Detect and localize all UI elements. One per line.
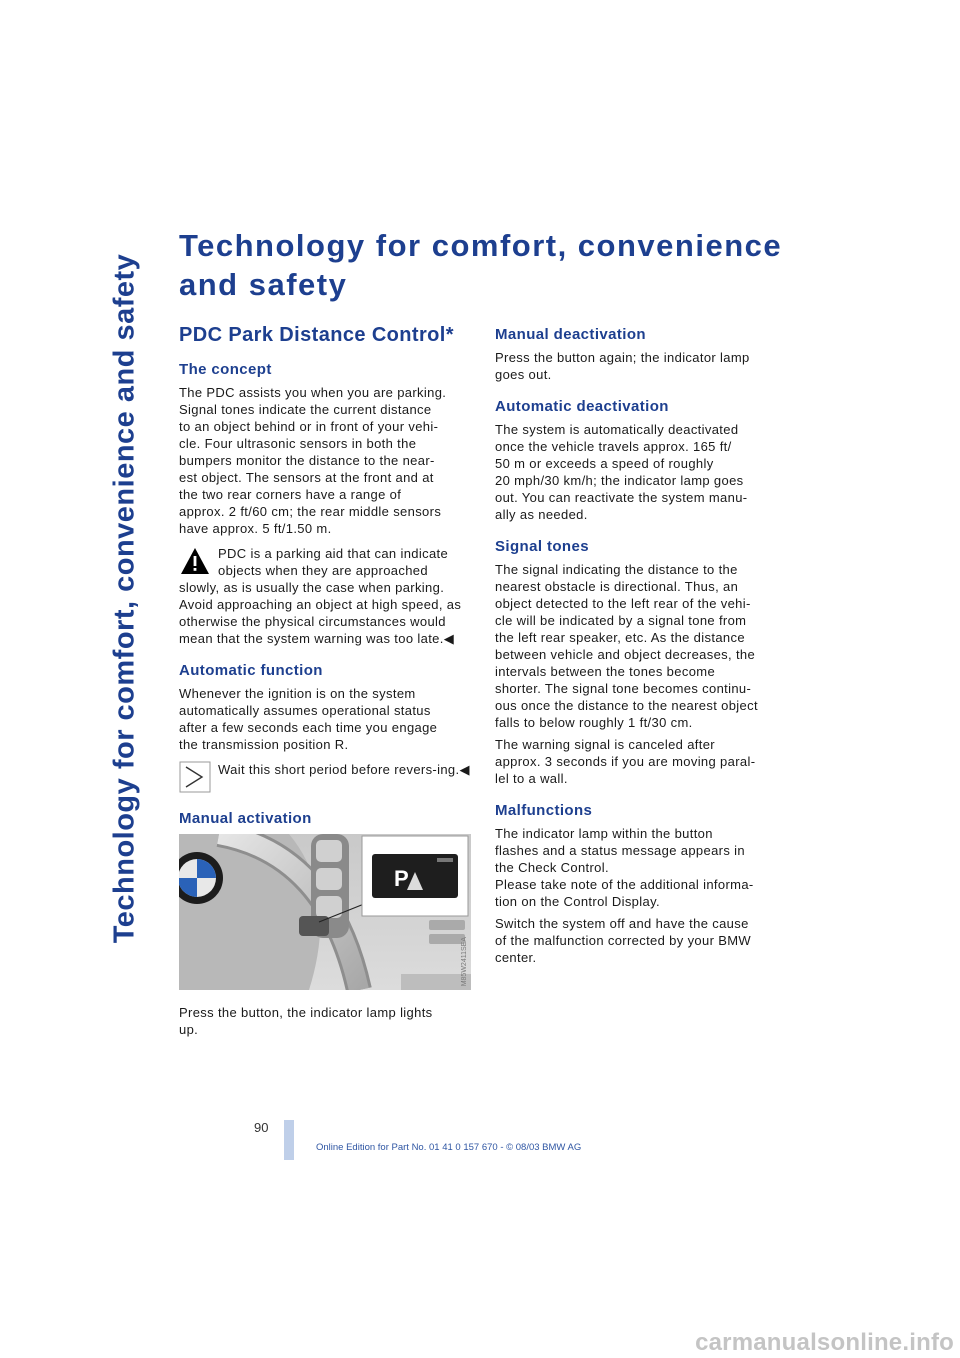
malfunctions-text-1: The indicator lamp within the button flashes and a status message appears in the Check Control. Please take note of the additional informa- tion on the Control Display.	[495, 826, 754, 909]
page-title-line2: and safety	[179, 267, 348, 302]
manual-deactivation-text: Press the button again; the indicator lamp goes out.	[495, 350, 750, 382]
info-note	[179, 761, 471, 795]
warning-triangle-icon	[179, 545, 211, 577]
manual-activation-text: Press the button, the indicator lamp lights up.	[179, 1005, 433, 1037]
signal-tones-text-1: The signal indicating the distance to the nearest obstacle is directional. Thus, an object detected to the left rear of the vehi- cle will be indicated by a signal tone from the left rear speaker, etc. As the distance between vehicle and object decreases, the intervals between the tones become shorter. The signal tone becomes continu- ous once the distance to the nearest object falls to below roughly 1 ft/30 cm.	[495, 562, 758, 730]
malfunctions-text-2: Switch the system off and have the cause of the malfunction corrected by your BMW center.	[495, 916, 752, 965]
watermark: carmanualsonline.info	[695, 1329, 954, 1356]
warning-text: PDC is a parking aid that can indicate objects when they are approached slowly, as is usually the case when parking. Avoid approaching an object at high speed, as otherwise the physical circumstances would mean that the system warning was too late.◀	[179, 546, 462, 646]
left-column	[179, 322, 471, 1043]
page-title-line1: Technology for comfort, convenience	[179, 228, 783, 263]
concept-heading: The concept	[179, 361, 272, 378]
note-text: Wait this short period before revers-ing.◀	[218, 762, 470, 777]
side-title-text: Technology for comfort, convenience and safety	[108, 253, 141, 943]
steering-wheel-pdc-button-figure	[179, 834, 471, 990]
warning-note	[179, 545, 471, 647]
page-number-bar	[284, 1120, 294, 1160]
manual-activation-heading: Manual activation	[179, 810, 312, 827]
auto-deactivation-text: The system is automatically deactivated once the vehicle travels approx. 165 ft/ 50 m or exceeds a speed of roughly 20 mph/30 km/h; the indicator lamp goes out. You can reactivate the system manu- ally as needed.	[495, 422, 748, 522]
page-number: 90	[254, 1120, 269, 1135]
auto-deactivation-heading: Automatic deactivation	[495, 398, 669, 415]
svg-text:P: P	[394, 866, 409, 891]
concept-text: The PDC assists you when you are parking. Signal tones indicate the current distance to an object behind or in front of your vehi- cle. Four ultrasonic sensors in both the bumpers monitor the distance to the near- est object. The sensors at the front and at the two rear corners have a range of approx. 2 ft/60 cm; the rear middle sensors have approx. 5 ft/1.50 m.	[179, 385, 447, 536]
footer-link[interactable]: Online Edition for Part No. 01 41 0 157 670 - © 08/03 BMW AG	[316, 1142, 582, 1153]
signal-tones-heading: Signal tones	[495, 538, 589, 555]
malfunctions-heading: Malfunctions	[495, 802, 593, 819]
signal-tones-text-2: The warning signal is canceled after approx. 3 seconds if you are moving paral- lel to a wall.	[495, 737, 756, 786]
manual-deactivation-heading: Manual deactivation	[495, 326, 646, 343]
figure-code: M85W2411SEA	[461, 936, 468, 986]
page-title	[179, 226, 819, 304]
right-column	[495, 325, 787, 971]
auto-function-heading: Automatic function	[179, 662, 323, 679]
auto-function-text: Whenever the ignition is on the system automatically assumes operational status after a few seconds each time you engage the transmission position R.	[179, 686, 438, 752]
side-running-title	[100, 228, 150, 968]
steering-wheel-illustration	[179, 834, 471, 990]
section-title: PDC Park Distance Control*	[179, 324, 454, 346]
note-arrow-icon	[179, 761, 211, 793]
